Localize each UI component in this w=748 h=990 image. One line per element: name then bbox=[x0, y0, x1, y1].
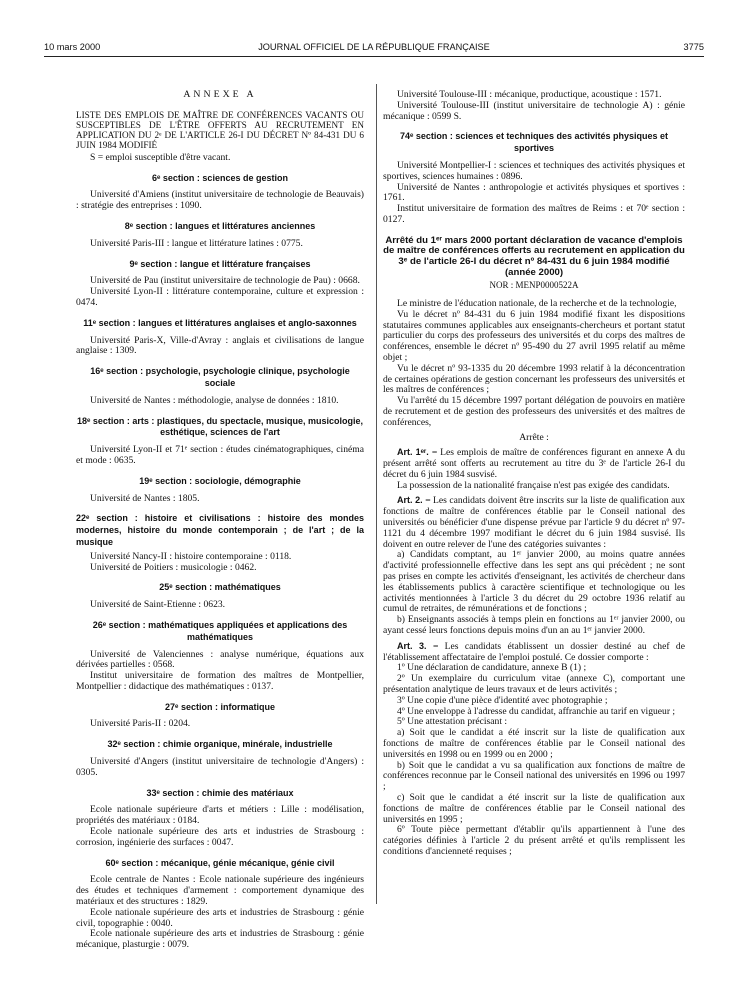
section-heading: 60ᵉ section : mécanique, génie mécanique, génie civil bbox=[105, 857, 335, 868]
section-entry: Université Lyon-II et 71ᵉ section : études cinématographiques, cinéma et mode : 0635. bbox=[76, 444, 364, 466]
article-3-item: b) Soit que le candidat a vu sa qualification aux fonctions de maître de conférences reconnue par le Conseil national des universités en 1996 ou 1997 ; bbox=[383, 759, 685, 793]
preamble-paragraph: Vu l'arrêté du 15 décembre 1997 portant délégation de pouvoirs en matière de recrutement et de gestion des professeurs des universités et des maîtres de conférences, bbox=[383, 395, 685, 428]
article-3-item: 6º Toute pièce permettant d'établir qu'ils appartiennent à l'une des catégories définies à l'article 2 du présent arrêté et qu'ils remplissent les conditions d'ancienneté requises ; bbox=[383, 824, 685, 857]
preamble-paragraph: Vu le décret nº 84-431 du 6 juin 1984 modifié fixant les dispositions statutaires communes applicables aux enseignants-chercheurs et portant statut particulier du corps des professeurs des universités et du corps des maîtres de conférences, ensemble le décret nº 95-490 du 27 avril 1995 relatif au même objet ; bbox=[383, 308, 685, 363]
section-entry: Université Paris-II : 0204. bbox=[90, 718, 191, 730]
header-rule bbox=[44, 56, 704, 57]
section-entry: Université de Saint-Etienne : 0623. bbox=[90, 599, 226, 611]
section-entry: Ecole nationale supérieure des arts et industries de Strasbourg : corrosion, ingénierie des surfaces : 0047. bbox=[76, 826, 364, 848]
article-3-item: a) Soit que le candidat a été inscrit sur la liste de qualification aux fonctions de maître de conférences établie par le Conseil national des universités en 1998 ou en 1999 ou en 2000 ; bbox=[383, 727, 685, 760]
section-heading: 18ᵉ section : arts : plastiques, du spectacle, musique, musicologie, esthétique, sciences de l'art bbox=[77, 415, 363, 438]
article-3-item: 5º Une attestation précisant : bbox=[397, 716, 508, 728]
arrete-word: Arrête : bbox=[519, 431, 549, 443]
section-heading: 25ᵉ section : mathématiques bbox=[159, 582, 281, 593]
section-entry: Université de Nantes : méthodologie, analyse de données : 1810. bbox=[90, 394, 339, 406]
section-heading: 19ᵉ section : sociologie, démographie bbox=[139, 475, 301, 486]
article-3: Art. 3. − Les candidats établissent un dossier destiné au chef de l'établissement affectataire de l'emploi postulé. Ce dossier comporte : bbox=[383, 640, 685, 663]
article-3-item: c) Soit que le candidat a été inscrit sur la liste de qualification aux fonctions de maître de conférences établie par le Conseil national des universités en 1995 ; bbox=[383, 792, 685, 825]
section-heading: 16ᵉ section : psychologie, psychologie clinique, psychologie sociale bbox=[90, 366, 350, 388]
section-entry: Université de Nantes : 1805. bbox=[90, 492, 200, 504]
header-date: 10 mars 2000 bbox=[44, 42, 101, 52]
preamble-paragraph: Le ministre de l'éducation nationale, de la recherche et de la technologie, bbox=[397, 297, 677, 309]
section-entry: Université Paris-III : langue et littérature latines : 0775. bbox=[90, 237, 303, 249]
article-3-label: Art. 3. − bbox=[397, 640, 439, 651]
section-heading: 9ᵉ section : langue et littérature françaises bbox=[129, 258, 311, 269]
section-heading: 22ᵉ section : histoire et civilisations : histoire des mondes modernes, histoire du monde contemporain ; de l'art ; de la musique bbox=[76, 513, 364, 547]
article-1-nationality: La possession de la nationalité française n'est pas exigée des candidats. bbox=[397, 479, 670, 491]
section-entry: Ecole nationale supérieure d'arts et métiers : Lille : modélisation, propriétés des matériaux : 0184. bbox=[76, 804, 364, 827]
section-entry: Université Paris-X, Ville-d'Avray : anglais et civilisations de langue anglaise : 1309. bbox=[76, 334, 364, 357]
left-sections bbox=[76, 173, 364, 951]
section-entry: Ecole nationale supérieure des arts et industries de Strasbourg : génie civil, topographie : 0040. bbox=[76, 906, 364, 929]
section-entry: Université d'Amiens (institut universitaire de technologie de Beauvais) : stratégie des entreprises : 1090. bbox=[76, 189, 364, 212]
article-3-item: 4º Une enveloppe à l'adresse du candidat, affranchie au tarif en vigueur ; bbox=[397, 705, 676, 717]
section-heading: 26ᵉ section : mathématiques appliquées et applications des mathématiques bbox=[92, 619, 348, 642]
right-column bbox=[383, 90, 685, 858]
section-heading: 32ᵉ section : chimie organique, minérale, industrielle bbox=[107, 739, 333, 750]
section-entry: Institut universitaire de formation des maîtres de Montpellier, Montpellier : didactique des mathématiques : 0137. bbox=[76, 670, 364, 692]
page-header bbox=[44, 42, 704, 56]
section-heading-74: 74ᵉ section : sciences et techniques des activités physiques et sportives bbox=[400, 131, 668, 154]
article-1: Art. 1ᵉʳ. − Les emplois de maître de conférences figurant en annexe A du présent arrêté sont offerts au recrutement au titre du 3ᵉ de l'article 26-I du décret du 6 juin 1984 susvisé. bbox=[383, 447, 685, 480]
annexe-list-title: LISTE DES EMPLOIS DE MAÎTRE DE CONFÉRENCES VACANTS OU SUSCEPTIBLES DE L'ÊTRE OFFERTS AU RECRUTEMENT EN APPLICATION DU 2ᵉ DE L'ARTICLE 26-I DU DÉCRET Nº 84-431 DU 6 JUIN 1984 MODIFIÉ bbox=[76, 109, 364, 150]
section-entry: Université de Valenciennes : analyse numérique, équations aux dérivées partielles : 0568. bbox=[76, 648, 364, 671]
column-separator bbox=[376, 84, 377, 904]
section-heading: 11ᵉ section : langues et littératures anglaises et anglo-saxonnes bbox=[83, 317, 357, 328]
continued-entry: Université Toulouse-III : mécanique, productique, acoustique : 1571. bbox=[397, 89, 662, 100]
article-2-b: b) Enseignants associés à temps plein en fonctions au 1ᵉʳ janvier 2000, ou ayant cessé leurs fonctions depuis moins d'un an au 1ᵉʳ janvier 2000. bbox=[383, 614, 685, 637]
arrete-title: Arrêté du 1ᵉʳ mars 2000 portant déclaration de vacance d'emplois de maître de conférences offerts au recrutement en application du 3ᵉ de l'article 26-I du décret nº 84-431 du 6 juin 1984 modifié (année 2000) bbox=[383, 234, 685, 278]
article-3-item: 3º Une copie d'une pièce d'identité avec photographie ; bbox=[397, 694, 608, 706]
preamble-paragraph: Vu le décret nº 93-1335 du 20 décembre 1993 relatif à la déconcentration de certaines opérations de gestion concernant les professeurs des universités et les maîtres de conférences ; bbox=[383, 362, 685, 396]
section-entry: Université Lyon-II : littérature contemporaine, culture et expression : 0474. bbox=[76, 286, 364, 308]
header-page-number: 3775 bbox=[683, 42, 704, 52]
article-2-label: Art. 2. − bbox=[397, 495, 431, 506]
article-2-a: a) Candidats comptant, au 1ᵉʳ janvier 2000, au moins quatre années d'activité professionnelle effective dans les sept ans qui précèdent ; ne sont pas prises en compte les activités d'enseignant, les activités de chercheur dans les établissements publics à caractère scientifique et technologique ou les activités mentionnées à l'article 3 du décret du 29 octobre 1936 relatif au cumul de retraites, de rémunérations et de fonctions ; bbox=[383, 549, 685, 615]
section-entry: Université de Nantes : anthropologie et activités physiques et sportives : 1761. bbox=[383, 181, 685, 204]
header-journal-title: JOURNAL OFFICIEL DE LA RÉPUBLIQUE FRANÇAISE bbox=[258, 42, 490, 52]
article-2: Art. 2. − Les candidats doivent être inscrits sur la liste de qualification aux fonctions de maître de conférences établie par le Conseil national des universités ou bénéficier d'une dispense prévue par l'article 9 du décret nº 97-1121 du 4 décembre 1997 modifiant le décret du 6 juin 1984 susvisé. Ils doivent en outre relever de l'une des catégories suivantes : bbox=[383, 495, 686, 550]
section-heading: 8ᵉ section : langues et littératures anciennes bbox=[124, 220, 316, 231]
section-heading: 6ᵉ section : sciences de gestion bbox=[152, 172, 288, 183]
section-entry: Université Nancy-II : histoire contemporaine : 0118. bbox=[90, 550, 292, 562]
article-3-item: 1º Une déclaration de candidature, annexe B (1) ; bbox=[397, 662, 587, 674]
article-3-item: 2º Un exemplaire du curriculum vitae (annexe C), comportant une présentation analytique de leurs travaux et de leurs activités ; bbox=[383, 673, 685, 696]
nor-reference: NOR : MENP0000522A bbox=[489, 280, 579, 291]
article-1-label: Art. 1ᵉʳ. − bbox=[397, 447, 438, 458]
s-note: S = emploi susceptible d'être vacant. bbox=[90, 151, 231, 163]
annexe-heading: ANNEXE A bbox=[183, 89, 257, 100]
section-entry: Université de Poitiers : musicologie : 0462. bbox=[90, 561, 257, 573]
section-entry: Université Montpellier-I : sciences et techniques des activités physiques et sportives, sciences humaines : 0896. bbox=[383, 159, 685, 182]
section-entry: Université d'Angers (institut universitaire de technologie d'Angers) : 0305. bbox=[76, 756, 364, 778]
continued-entry: Université Toulouse-III (institut universitaire de technologie A) : génie mécanique : 0599 S. bbox=[383, 99, 685, 122]
left-column bbox=[76, 90, 364, 951]
section-entry: Institut universitaire de formation des maîtres de Reims : et 70ᵉ section : 0127. bbox=[383, 203, 685, 225]
section-heading: 33ᵉ section : chimie des matériaux bbox=[146, 787, 294, 798]
section-heading: 27ᵉ section : informatique bbox=[165, 701, 275, 712]
section-entry: Ecole centrale de Nantes : Ecole nationale supérieure des ingénieurs des études et techniques d'armement : comportement dynamique des matériaux et des structures : 1829. bbox=[76, 874, 364, 908]
section-entry: Université de Pau (institut universitaire de technologie de Pau) : 0668. bbox=[90, 275, 360, 287]
section-entry: Ecole nationale supérieure des arts et industries de Strasbourg : génie mécanique, plasturgie : 0079. bbox=[76, 928, 364, 951]
